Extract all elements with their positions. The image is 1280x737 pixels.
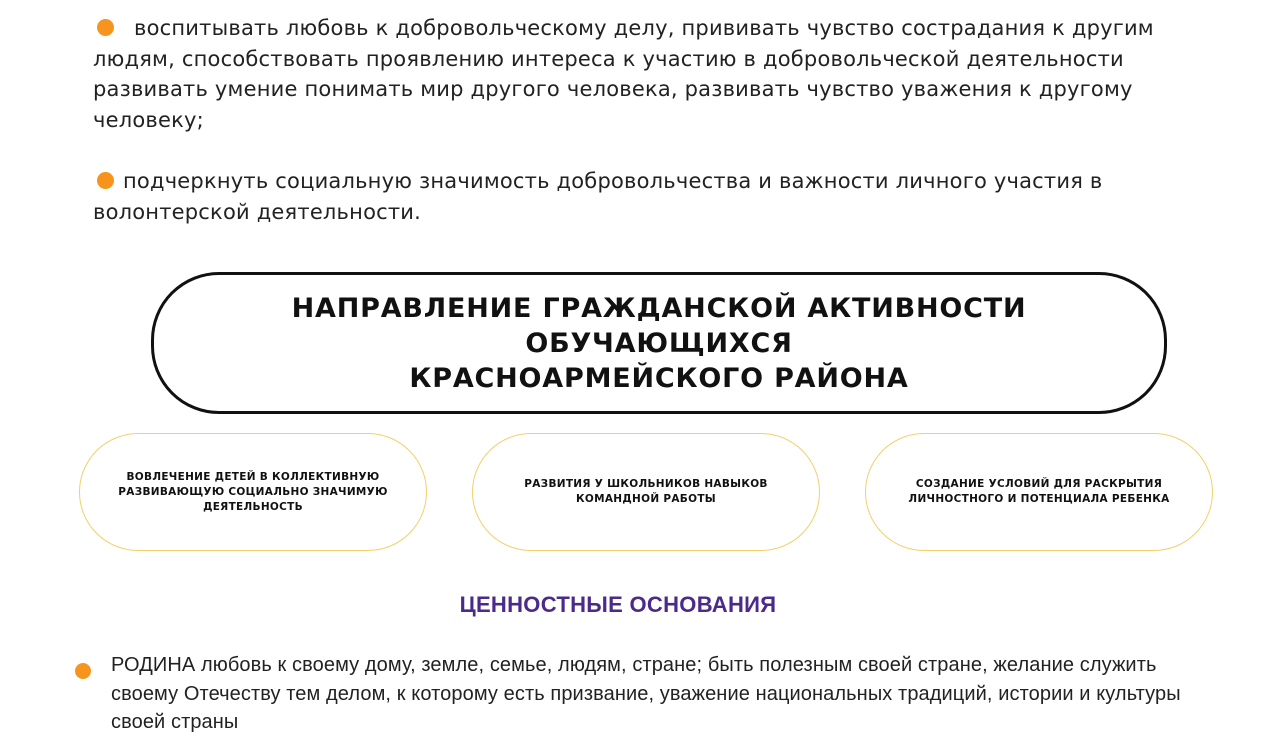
orange-bullet-icon bbox=[97, 172, 114, 189]
direction-card bbox=[865, 433, 1213, 551]
orange-bullet-icon bbox=[97, 19, 114, 36]
goal-text: воспитывать любовь к добровольческому делу, прививать чувство сострадания к другим людям, способствовать проявлению интереса к участию в добровольческой деятельности развивать умение понимать мир другого человека, развивать чувство уважения к другому человеку; bbox=[93, 16, 1154, 132]
goal-item bbox=[93, 166, 1223, 227]
orange-bullet-icon bbox=[75, 663, 91, 679]
section-heading-line-1: НАПРАВЛЕНИЕ ГРАЖДАНСКОЙ АКТИВНОСТИ ОБУЧАЮЩИХСЯ bbox=[291, 292, 1027, 359]
section-heading bbox=[151, 272, 1167, 414]
direction-text: СОЗДАНИЕ УСЛОВИЙ ДЛЯ РАСКРЫТИЯ ЛИЧНОСТНОГО И ПОТЕНЦИАЛА РЕБЕНКА bbox=[908, 478, 1170, 505]
value-item: РОДИНА любовь к своему дому, земле, семье, людям, стране; быть полезным своей стране, желание служить своему Отечеству тем делом, к которому есть призвание, уважение национальных традиций, истории и культуры своей страны bbox=[111, 654, 1181, 733]
goal-text: подчеркнуть социальную значимость добровольчества и важности личного участия в волонтерской деятельности. bbox=[93, 169, 1103, 224]
direction-text: РАЗВИТИЯ У ШКОЛЬНИКОВ НАВЫКОВ КОМАНДНОЙ РАБОТЫ bbox=[524, 478, 768, 505]
direction-card bbox=[79, 433, 427, 551]
goal-item bbox=[93, 13, 1223, 135]
values-heading: ЦЕННОСТНЫЕ ОСНОВАНИЯ bbox=[459, 592, 777, 617]
direction-card bbox=[472, 433, 820, 551]
section-heading-text bbox=[154, 291, 1164, 396]
direction-text: ВОВЛЕЧЕНИЕ ДЕТЕЙ В КОЛЛЕКТИВНУЮ РАЗВИВАЮЩУЮ СОЦИАЛЬНО ЗНАЧИМУЮ ДЕЯТЕЛЬНОСТЬ bbox=[118, 470, 388, 513]
section-heading-line-2: КРАСНОАРМЕЙСКОГО РАЙОНА bbox=[409, 362, 909, 394]
